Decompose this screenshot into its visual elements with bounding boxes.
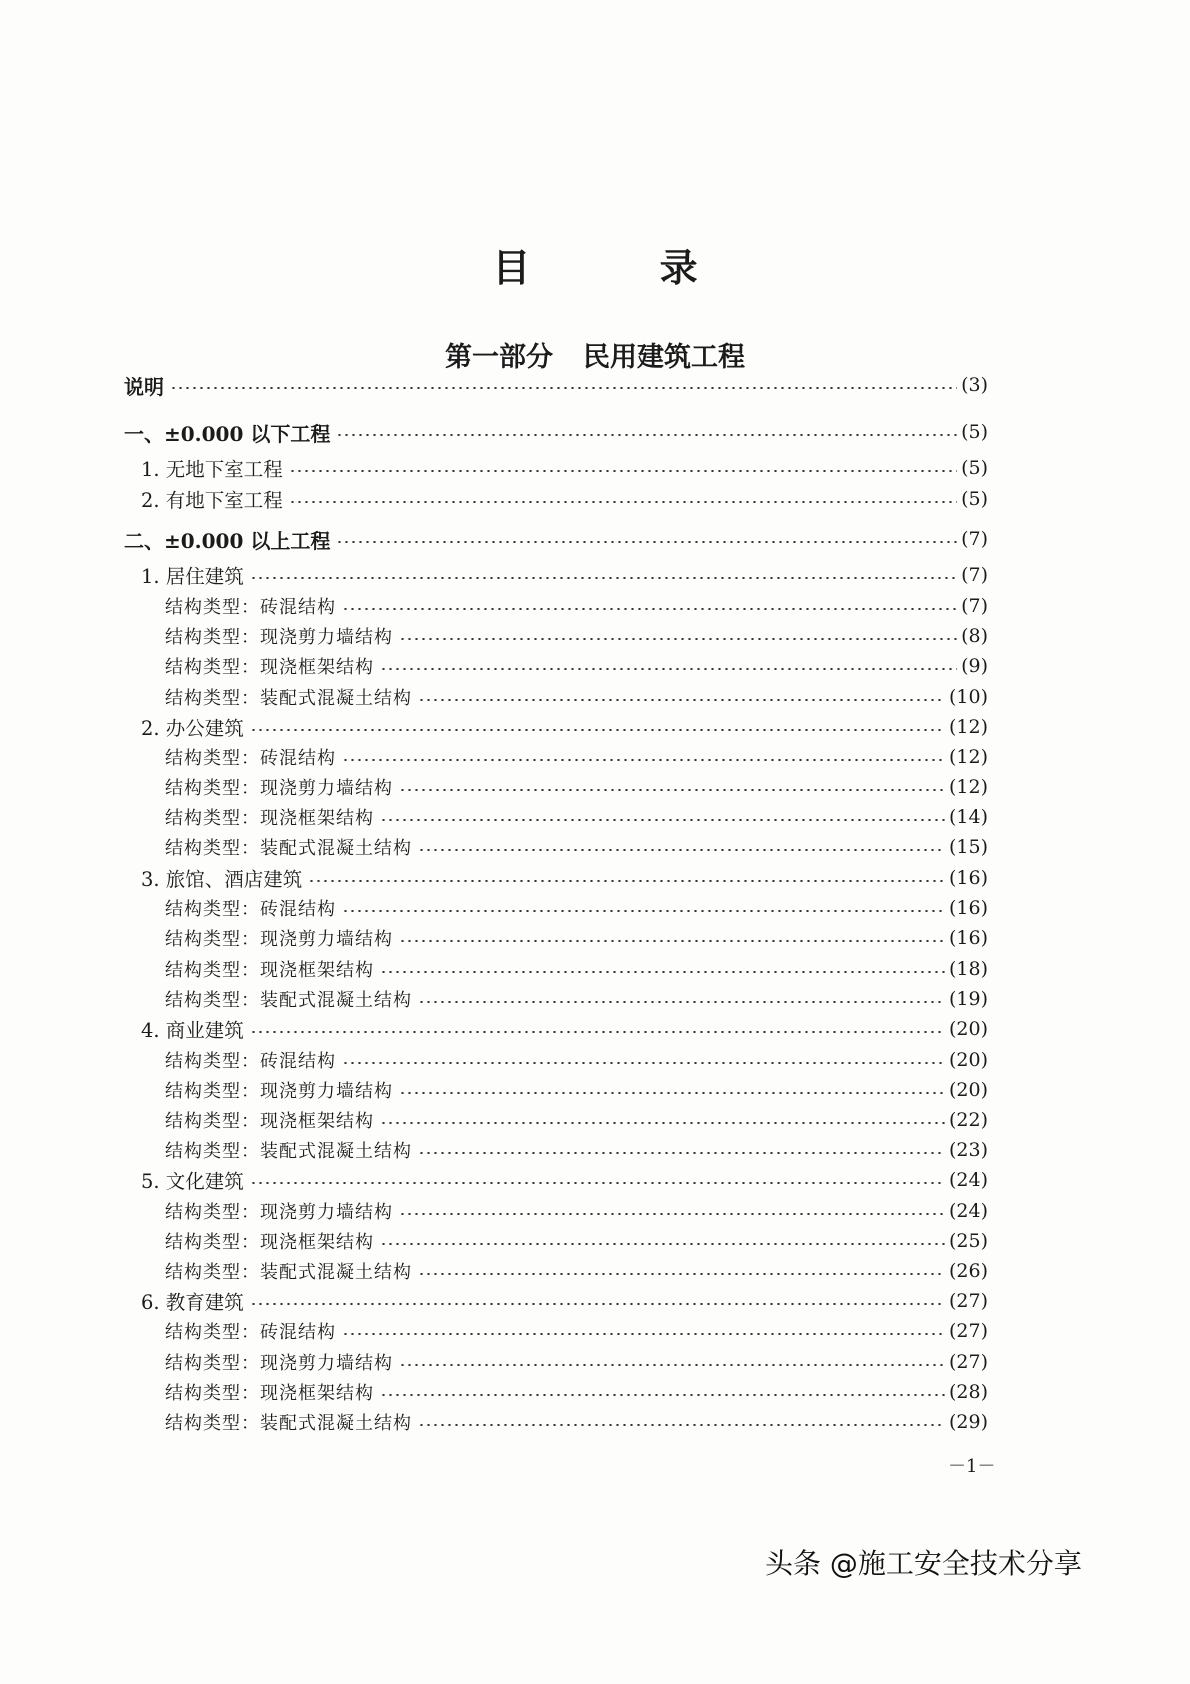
toc-label: 1. 居住建筑 [141, 565, 244, 588]
toc-subentry [0, 1347, 1190, 1377]
toc-label: 结构类型：现浇框架结构 [165, 808, 374, 829]
toc-page-number: (5) [961, 421, 988, 443]
toc-page-number: (22) [948, 1109, 988, 1131]
dot-leader [250, 1182, 945, 1184]
toc-subentry [0, 1407, 1190, 1437]
toc-subentry [0, 621, 1190, 651]
toc-page-number: (24) [948, 1169, 988, 1191]
toc-label: 结构类型：现浇剪力墙结构 [165, 929, 393, 950]
toc-label: 结构类型：现浇剪力墙结构 [165, 1081, 393, 1102]
toc-label: 结构类型：砖混结构 [165, 597, 336, 618]
dot-leader [342, 608, 957, 610]
toc-entry [0, 1286, 1190, 1316]
toc-page-number: (27) [948, 1351, 988, 1373]
toc-subentry [0, 1135, 1190, 1165]
part-title-name: 民用建筑工程 [583, 342, 745, 373]
dot-leader [399, 638, 957, 640]
toc-subentry [0, 1256, 1190, 1286]
page-number: －1－ [948, 1456, 996, 1477]
toc-page-number: (25) [948, 1230, 988, 1252]
dot-leader [289, 501, 957, 503]
toc-page-number: (23) [948, 1139, 988, 1161]
toc-page-number: (27) [948, 1290, 988, 1312]
toc-page-number: (20) [948, 1049, 988, 1071]
toc-label: 1. 无地下室工程 [141, 458, 283, 481]
dot-leader [418, 1273, 945, 1275]
toc-entry [0, 1165, 1190, 1195]
toc-subentry [0, 954, 1190, 984]
toc-label: 2. 办公建筑 [141, 717, 244, 740]
dot-leader [336, 541, 957, 543]
toc-label: 5. 文化建筑 [141, 1170, 244, 1193]
toc-page-number: (20) [948, 1079, 988, 1101]
toc-subentry [0, 682, 1190, 712]
toc-section [0, 524, 1190, 554]
toc-label: 结构类型：装配式混凝土结构 [165, 990, 412, 1011]
toc-page-number: (8) [961, 625, 988, 647]
toc-entry [0, 560, 1190, 590]
toc-subentry [0, 1075, 1190, 1105]
toc-label: 6. 教育建筑 [141, 1291, 244, 1314]
toc-label: 结构类型：现浇框架结构 [165, 1111, 374, 1132]
toc-page-number: (26) [948, 1260, 988, 1282]
toc-subentry [0, 651, 1190, 681]
toc-label: 结构类型：装配式混凝土结构 [165, 1141, 412, 1162]
toc-subentry [0, 1316, 1190, 1346]
toc-label: 结构类型：现浇框架结构 [165, 1383, 374, 1404]
toc-page-number: (5) [961, 488, 988, 510]
dot-leader [418, 699, 945, 701]
toc-subentry [0, 772, 1190, 802]
toc-label: 结构类型：现浇框架结构 [165, 1232, 374, 1253]
toc-page-number: (28) [948, 1381, 988, 1403]
toc-page-number: (12) [948, 716, 988, 738]
toc-subentry [0, 984, 1190, 1014]
dot-leader [289, 470, 957, 472]
dot-leader [342, 1062, 945, 1064]
toc-label: 结构类型：现浇剪力墙结构 [165, 778, 393, 799]
dot-leader [336, 434, 957, 436]
toc-page-number: (19) [948, 988, 988, 1010]
toc-subentry [0, 893, 1190, 923]
toc-label: 结构类型：装配式混凝土结构 [165, 1413, 412, 1434]
toc-entry [0, 484, 1190, 514]
dot-leader [399, 1364, 945, 1366]
toc-section [0, 370, 1190, 400]
toc-entry [0, 712, 1190, 742]
toc-page-number: (16) [948, 897, 988, 919]
toc-section [0, 417, 1190, 447]
dot-leader [380, 1122, 945, 1124]
toc-label: 4. 商业建筑 [141, 1019, 244, 1042]
toc-label: 一、±0.000 以下工程 [124, 421, 331, 446]
toc-subentry [0, 1377, 1190, 1407]
toc-page-number: (18) [948, 958, 988, 980]
dot-leader [418, 1152, 945, 1154]
toc-page-number: (14) [948, 806, 988, 828]
toc-page-number: (12) [948, 776, 988, 798]
toc-subentry [0, 742, 1190, 772]
dot-leader [250, 1031, 945, 1033]
toc-page-number: (15) [948, 836, 988, 858]
dot-leader [399, 1092, 945, 1094]
watermark: 头条 @施工安全技术分享 [765, 1547, 1082, 1580]
toc-label: 结构类型：现浇剪力墙结构 [165, 627, 393, 648]
dot-leader [250, 1303, 945, 1305]
toc-page-number: (5) [961, 457, 988, 479]
toc-page-number: (16) [948, 867, 988, 889]
toc-page-number: (29) [948, 1411, 988, 1433]
toc-page-number: (20) [948, 1018, 988, 1040]
toc-subentry [0, 923, 1190, 953]
toc-label: 3. 旅馆、酒店建筑 [141, 868, 303, 891]
toc-label: 结构类型：现浇框架结构 [165, 960, 374, 981]
dot-leader [342, 1333, 945, 1335]
toc-page-number: (7) [961, 564, 988, 586]
toc-label: 结构类型：砖混结构 [165, 1051, 336, 1072]
dot-leader [250, 577, 957, 579]
dot-leader [380, 971, 945, 973]
toc-subentry [0, 1196, 1190, 1226]
toc-page-number: (3) [961, 374, 988, 396]
toc-page-number: (7) [961, 528, 988, 550]
dot-leader [418, 1424, 945, 1426]
toc-page-number: (7) [961, 595, 988, 617]
toc-subentry [0, 1226, 1190, 1256]
toc-label: 结构类型：砖混结构 [165, 748, 336, 769]
toc-label: 二、±0.000 以上工程 [124, 528, 331, 553]
toc-subentry [0, 832, 1190, 862]
toc-entry [0, 1014, 1190, 1044]
toc-page-number: (12) [948, 746, 988, 768]
toc-label: 结构类型：现浇剪力墙结构 [165, 1353, 393, 1374]
dot-leader [418, 1001, 945, 1003]
toc-label: 结构类型：装配式混凝土结构 [165, 838, 412, 859]
toc-label: 结构类型：装配式混凝土结构 [165, 688, 412, 709]
dot-leader [399, 1213, 945, 1215]
dot-leader [399, 789, 945, 791]
dot-leader [380, 1243, 945, 1245]
toc-label: 2. 有地下室工程 [141, 489, 283, 512]
dot-leader [380, 1394, 945, 1396]
dot-leader [380, 668, 957, 670]
toc-entry [0, 453, 1190, 483]
dot-leader [418, 849, 945, 851]
toc-page-number: (10) [948, 686, 988, 708]
dot-leader [308, 880, 945, 882]
dot-leader [342, 910, 945, 912]
toc-label: 结构类型：现浇剪力墙结构 [165, 1202, 393, 1223]
part-title-prefix: 第一部分 [445, 342, 553, 373]
toc-page-number: (16) [948, 927, 988, 949]
toc-subentry [0, 1045, 1190, 1075]
toc-page-number: (9) [961, 655, 988, 677]
toc-label: 结构类型：现浇框架结构 [165, 657, 374, 678]
dot-leader [250, 729, 945, 731]
toc-subentry [0, 1105, 1190, 1135]
toc-title: 目 录 [492, 245, 756, 290]
dot-leader [380, 819, 945, 821]
dot-leader [399, 940, 945, 942]
toc-label: 结构类型：砖混结构 [165, 899, 336, 920]
dot-leader [170, 387, 957, 389]
toc-page-number: (27) [948, 1320, 988, 1342]
dot-leader [342, 759, 945, 761]
toc-label: 说明 [124, 374, 164, 399]
toc-label: 结构类型：砖混结构 [165, 1322, 336, 1343]
toc-page-number: (24) [948, 1200, 988, 1222]
toc-label: 结构类型：装配式混凝土结构 [165, 1262, 412, 1283]
toc-subentry [0, 591, 1190, 621]
toc-subentry [0, 802, 1190, 832]
toc-entry [0, 863, 1190, 893]
